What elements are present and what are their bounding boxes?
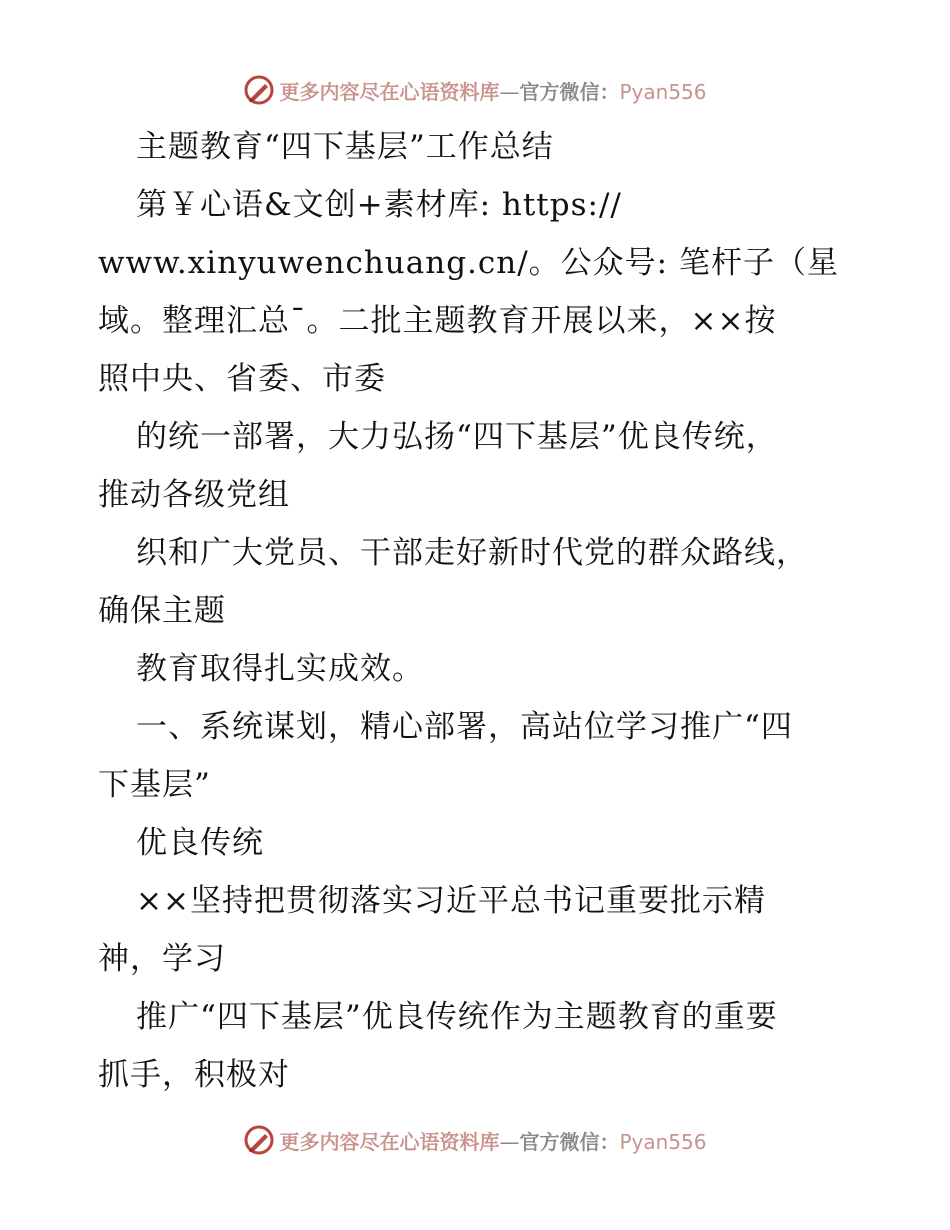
header-wechat-label: 官方微信： [519,79,620,104]
text-line: 域。整理汇总¯。二批主题教育开展以来，××按 [98,303,777,339]
section-heading: 一、系统谋划，精心部署，高站位学习推广“四 [136,709,793,745]
text-line: 教育取得扎实成效。 [136,651,424,687]
section-heading-cont: 优良传统 [136,825,264,861]
text-line: 抓手，积极对 [98,1057,290,1093]
footer-site-text: 更多内容尽在心语资料库 [279,1129,500,1154]
text-line: 确保主题 [98,593,226,629]
text-line: 照中央、省委、市委 [98,361,386,397]
text-line: 推动各级党组 [98,477,290,513]
text-line: ××坚持把贯彻落实习近平总书记重要批示精 [136,883,766,919]
header-wechat-id: Pyan556 [619,79,707,104]
footer-banner-text [279,1126,706,1155]
pen-logo-icon [243,74,275,106]
header-banner [0,70,950,110]
pen-logo-icon [243,1124,275,1156]
document-body [98,118,858,1104]
text-line: 神，学习 [98,941,226,977]
header-dash: — [499,79,520,104]
header-banner-text [279,76,706,105]
header-site-text: 更多内容尽在心语资料库 [279,79,500,104]
footer-wechat-label: 官方微信： [519,1129,620,1154]
document-title: 主题教育“四下基层”工作总结 [136,129,554,165]
text-line: 第￥心语&文创+素材库: https:// [136,187,622,223]
text-line: 织和广大党员、干部走好新时代党的群众路线， [136,535,808,571]
footer-dash: — [499,1129,520,1154]
text-line: www.xinyuwenchuang.cn/。公众号: 笔杆子（星 [98,245,839,281]
footer-wechat-id: Pyan556 [619,1129,707,1154]
section-heading-cont: 下基层” [98,767,211,803]
footer-banner [0,1120,950,1160]
text-line: 推广“四下基层”优良传统作为主题教育的重要 [136,999,778,1035]
text-line: 的统一部署，大力弘扬“四下基层”优良传统， [136,419,778,455]
